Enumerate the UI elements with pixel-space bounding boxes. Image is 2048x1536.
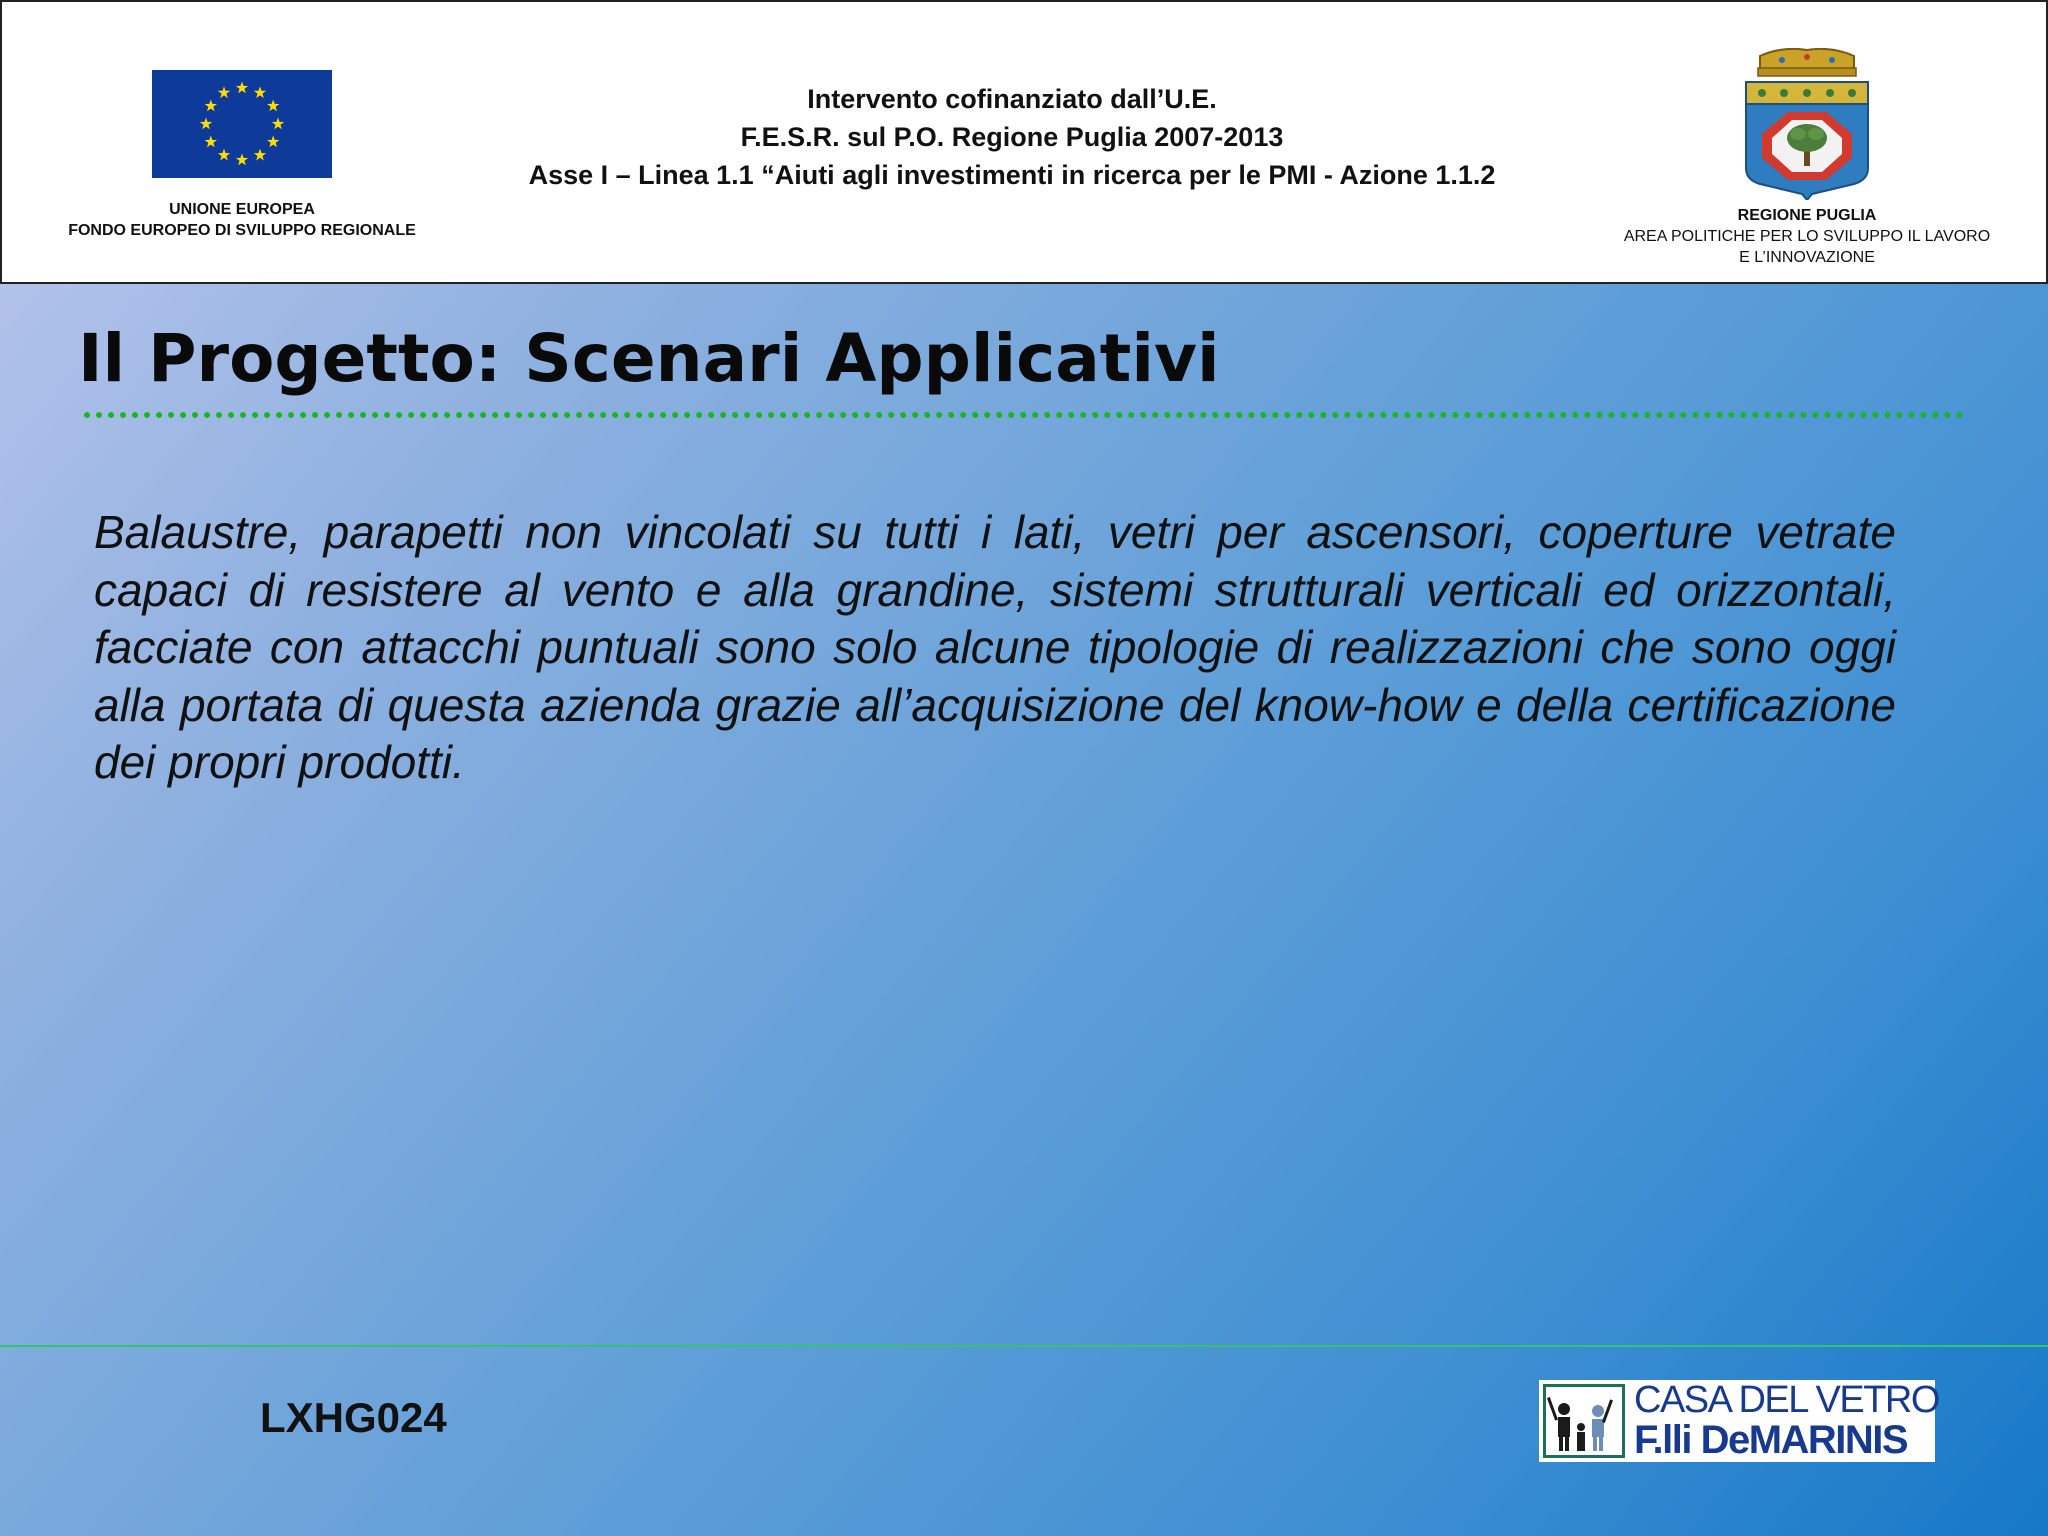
cofinancing-line2: F.E.S.R. sul P.O. Regione Puglia 2007-2013 [740, 122, 1284, 152]
puglia-caption-line3: E L’INNOVAZIONE [1739, 249, 1875, 266]
brand-wordmark [1634, 1379, 1939, 1462]
brand-line2: F.lli DeMARINIS [1634, 1418, 1908, 1462]
cofinancing-line1: Intervento cofinanziato dall’U.E. [807, 84, 1217, 114]
eu-star [267, 100, 279, 112]
brand-logo [1539, 1379, 1939, 1462]
header-banner [0, 0, 2048, 284]
puglia-caption-line1: REGIONE PUGLIA [1737, 207, 1877, 224]
eu-flag-icon [152, 70, 332, 178]
people-figures-icon [1543, 1384, 1625, 1458]
brand-line1: CASA DEL VETRO [1634, 1379, 1939, 1421]
title-divider [84, 412, 1964, 418]
puglia-caption-line2: AREA POLITICHE PER LO SVILUPPO IL LAVORO [1623, 228, 1991, 245]
eu-star [200, 118, 212, 130]
eu-star [236, 82, 248, 94]
eu-star [236, 154, 248, 166]
eu-star [272, 118, 284, 130]
eu-star [218, 149, 230, 161]
regione-puglia-emblem-icon [1742, 48, 1872, 200]
eu-star [267, 136, 279, 148]
eu-caption [32, 199, 452, 241]
cofinancing-statement [422, 80, 1602, 194]
slide-body-text: Balaustre, parapetti non vincolati su tutti i lati, vetri per ascensori, coperture vetrate capaci di resistere al vento e alla grandine, sistemi strutturali verticali ed orizzontali, facciate con attacchi puntuali sono solo alcune tipologie di realizzazioni che sono oggi alla portata di questa azienda grazie all’acquisizione del know-how e della certificazione dei propri prodotti. [94, 506, 1896, 788]
eu-star [218, 86, 230, 98]
eu-stars [152, 70, 332, 178]
footer-divider [0, 1345, 2048, 1347]
eu-star [205, 136, 217, 148]
slide-title: Il Progetto: Scenari Applicativi [78, 320, 1220, 397]
eu-star [254, 86, 266, 98]
eu-caption-line2: FONDO EUROPEO DI SVILUPPO REGIONALE [68, 222, 416, 239]
cofinancing-line3: Asse I – Linea 1.1 “Aiuti agli investimenti in ricerca per le PMI - Azione 1.1.2 [528, 160, 1496, 190]
eu-star [205, 100, 217, 112]
puglia-caption [1592, 205, 2022, 268]
eu-caption-line1: UNIONE EUROPEA [169, 201, 315, 218]
eu-star [254, 149, 266, 161]
footer-code: LXHG024 [260, 1394, 447, 1441]
